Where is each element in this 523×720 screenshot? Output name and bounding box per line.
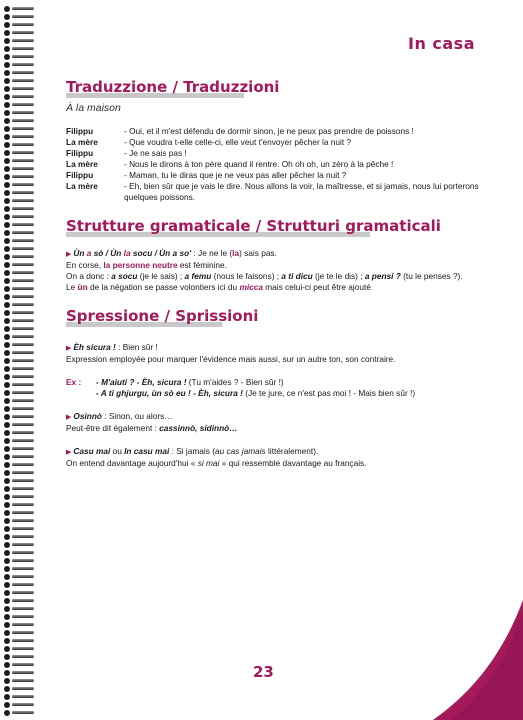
example-line: - M'aiuti ? - Èh, sicura ! (Tu m'aides ? - Bien sûr !) [96,377,284,387]
spiral-coil [4,694,34,700]
spiral-coil [4,438,34,444]
spiral-coil [4,318,34,324]
expression-explanation: On entend davantage aujourd'hui « si mai » qui ressemble davantage au français. [66,458,367,468]
speaker: La mère [66,137,98,147]
spiral-coil [4,606,34,612]
grammar-line: En corse, la personne neutre est féminine. [66,260,227,270]
spiral-coil [4,414,34,420]
grammar-line: Le ùn de la négation se passe volontiers ici du micca mais celui-ci peut être ajouté. [66,282,374,292]
spiral-coil [4,262,34,268]
spiral-coil [4,38,34,44]
expression-item: ▶ Casu mai ou In casu mai : Si jamais (au cas jamais littéralement). [66,446,319,456]
spiral-coil [4,310,34,316]
spiral-coil [4,662,34,668]
spiral-coil [4,598,34,604]
spiral-coil [4,358,34,364]
spiral-coil [4,110,34,116]
spiral-coil [4,486,34,492]
spiral-coil [4,134,34,140]
section-title-traduzzione: Traduzzione / Traduzzioni [66,78,280,96]
spiral-coil [4,590,34,596]
spiral-coil [4,198,34,204]
triangle-bullet-icon: ▶ [66,449,72,456]
section-title-strutture: Strutture gramaticale / Strutturi gramaticali [66,217,441,235]
spiral-binding [0,6,36,714]
spiral-coil [4,150,34,156]
dialogue-row [66,137,486,148]
dialogue-row [66,148,486,159]
spiral-coil [4,182,34,188]
spiral-coil [4,78,34,84]
spiral-coil [4,214,34,220]
spiral-coil [4,390,34,396]
spiral-coil [4,494,34,500]
triangle-bullet-icon: ▶ [66,414,72,421]
spiral-coil [4,526,34,532]
spiral-coil [4,174,34,180]
dialogue-line: - Je ne sais pas ! [124,148,187,158]
spiral-coil [4,46,34,52]
expression-explanation: Peut-être dit également : cassinnò, sidinnò… [66,423,238,433]
spiral-coil [4,678,34,684]
spiral-coil [4,166,34,172]
dialogue-line: - Oui, et il m'est défendu de dormir sinon, je ne peux pas prendre de poissons ! [124,126,414,136]
dialogue-line: - Eh, bien sûr que je vais le dire. Nous allons la voir, la maîtresse, et si jamais, nous lui porterons quelques poissons. [124,181,479,202]
spiral-coil [4,686,34,692]
spiral-coil [4,278,34,284]
grammar-line: On a donc : a socu (je le sais) ; a femu (nous le faisons) ; a ti dicu (je te le dis) ; a pensi ? (tu le penses ?). [66,271,463,281]
spiral-coil [4,246,34,252]
spiral-coil [4,126,34,132]
spiral-coil [4,342,34,348]
triangle-bullet-icon: ▶ [66,345,72,352]
spiral-coil [4,518,34,524]
spiral-coil [4,702,34,708]
spiral-coil [4,230,34,236]
spiral-coil [4,102,34,108]
main-content [66,78,486,469]
spiral-coil [4,614,34,620]
spiral-coil [4,206,34,212]
spiral-coil [4,398,34,404]
spiral-coil [4,406,34,412]
spiral-coil [4,654,34,660]
triangle-bullet-icon: ▶ [66,251,72,258]
speaker: La mère [66,181,98,191]
spiral-coil [4,14,34,20]
spiral-coil [4,462,34,468]
spiral-coil [4,54,34,60]
spiral-coil [4,630,34,636]
spiral-coil [4,582,34,588]
dialogue-line: - Nous le dirons à ton père quand il rentre. Oh oh oh, un zéro à la pêche ! [124,159,394,169]
spiral-coil [4,326,34,332]
section-spressione [66,307,486,469]
grammar-bullet: ▶ Ùn a sò / Ùn la socu / Ùn a so' : Je ne le (la) sais pas. [66,248,277,258]
section-traduzzione [66,78,486,203]
spiral-coil [4,238,34,244]
dialogue-row [66,159,486,170]
spiral-coil [4,366,34,372]
example-line: - A ti ghjurgu, ùn sò eu ! - Èh, sicura ! (Je te jure, ce n'est pas moi ! - Mais bien sûr !) [96,388,416,398]
spiral-coil [4,710,34,716]
spiral-coil [4,286,34,292]
spiral-coil [4,502,34,508]
spiral-coil [4,70,34,76]
spiral-coil [4,646,34,652]
spiral-coil [4,142,34,148]
expression-item: ▶ Osinnò : Sinon, ou alors… [66,411,173,421]
spiral-coil [4,374,34,380]
spiral-coil [4,470,34,476]
spiral-coil [4,86,34,92]
spiral-coil [4,254,34,260]
spiral-coil [4,350,34,356]
expression-item: ▶ Èh sicura ! : Bien sûr ! [66,342,158,352]
corner-swoosh-decoration [413,600,523,720]
spiral-coil [4,190,34,196]
spiral-coil [4,430,34,436]
spiral-coil [4,118,34,124]
spiral-coil [4,22,34,28]
spiral-coil [4,454,34,460]
speaker: Filippu [66,126,94,136]
section-subtitle: À la maison [66,102,121,114]
examples-block [66,377,486,399]
section-strutture [66,217,486,293]
spiral-coil [4,302,34,308]
spiral-coil [4,30,34,36]
section-title-spressione: Spressione / Sprissioni [66,307,259,325]
spiral-coil [4,382,34,388]
spiral-coil [4,510,34,516]
speaker: La mère [66,159,98,169]
spiral-coil [4,550,34,556]
spiral-coil [4,158,34,164]
examples-label: Ex : [66,377,82,387]
spiral-coil [4,222,34,228]
spiral-coil [4,478,34,484]
spiral-coil [4,574,34,580]
dialogue-row [66,126,486,137]
corner-title: In casa [407,34,475,53]
dialogue-row [66,181,486,203]
expression-explanation: Expression employée pour marquer l'évidence mais aussi, sur un autre ton, son contraire. [66,354,396,364]
page-number: 23 [253,663,274,681]
speaker: Filippu [66,170,94,180]
spiral-coil [4,334,34,340]
dialogue-line: - Que voudra t-elle celle-ci, elle veut t'envoyer pêcher la nuit ? [124,137,352,147]
spiral-coil [4,294,34,300]
speaker: Filippu [66,148,94,158]
dialogue-table [66,126,486,203]
dialogue-row [66,170,486,181]
spiral-coil [4,270,34,276]
spiral-coil [4,422,34,428]
spiral-coil [4,534,34,540]
spiral-coil [4,542,34,548]
dialogue-line: - Maman, tu le diras que je ne veux pas aller pêcher la nuit ? [124,170,347,180]
spiral-coil [4,670,34,676]
spiral-coil [4,62,34,68]
spiral-coil [4,558,34,564]
spiral-coil [4,6,34,12]
spiral-coil [4,566,34,572]
spiral-coil [4,94,34,100]
spiral-coil [4,446,34,452]
spiral-coil [4,622,34,628]
spiral-coil [4,638,34,644]
